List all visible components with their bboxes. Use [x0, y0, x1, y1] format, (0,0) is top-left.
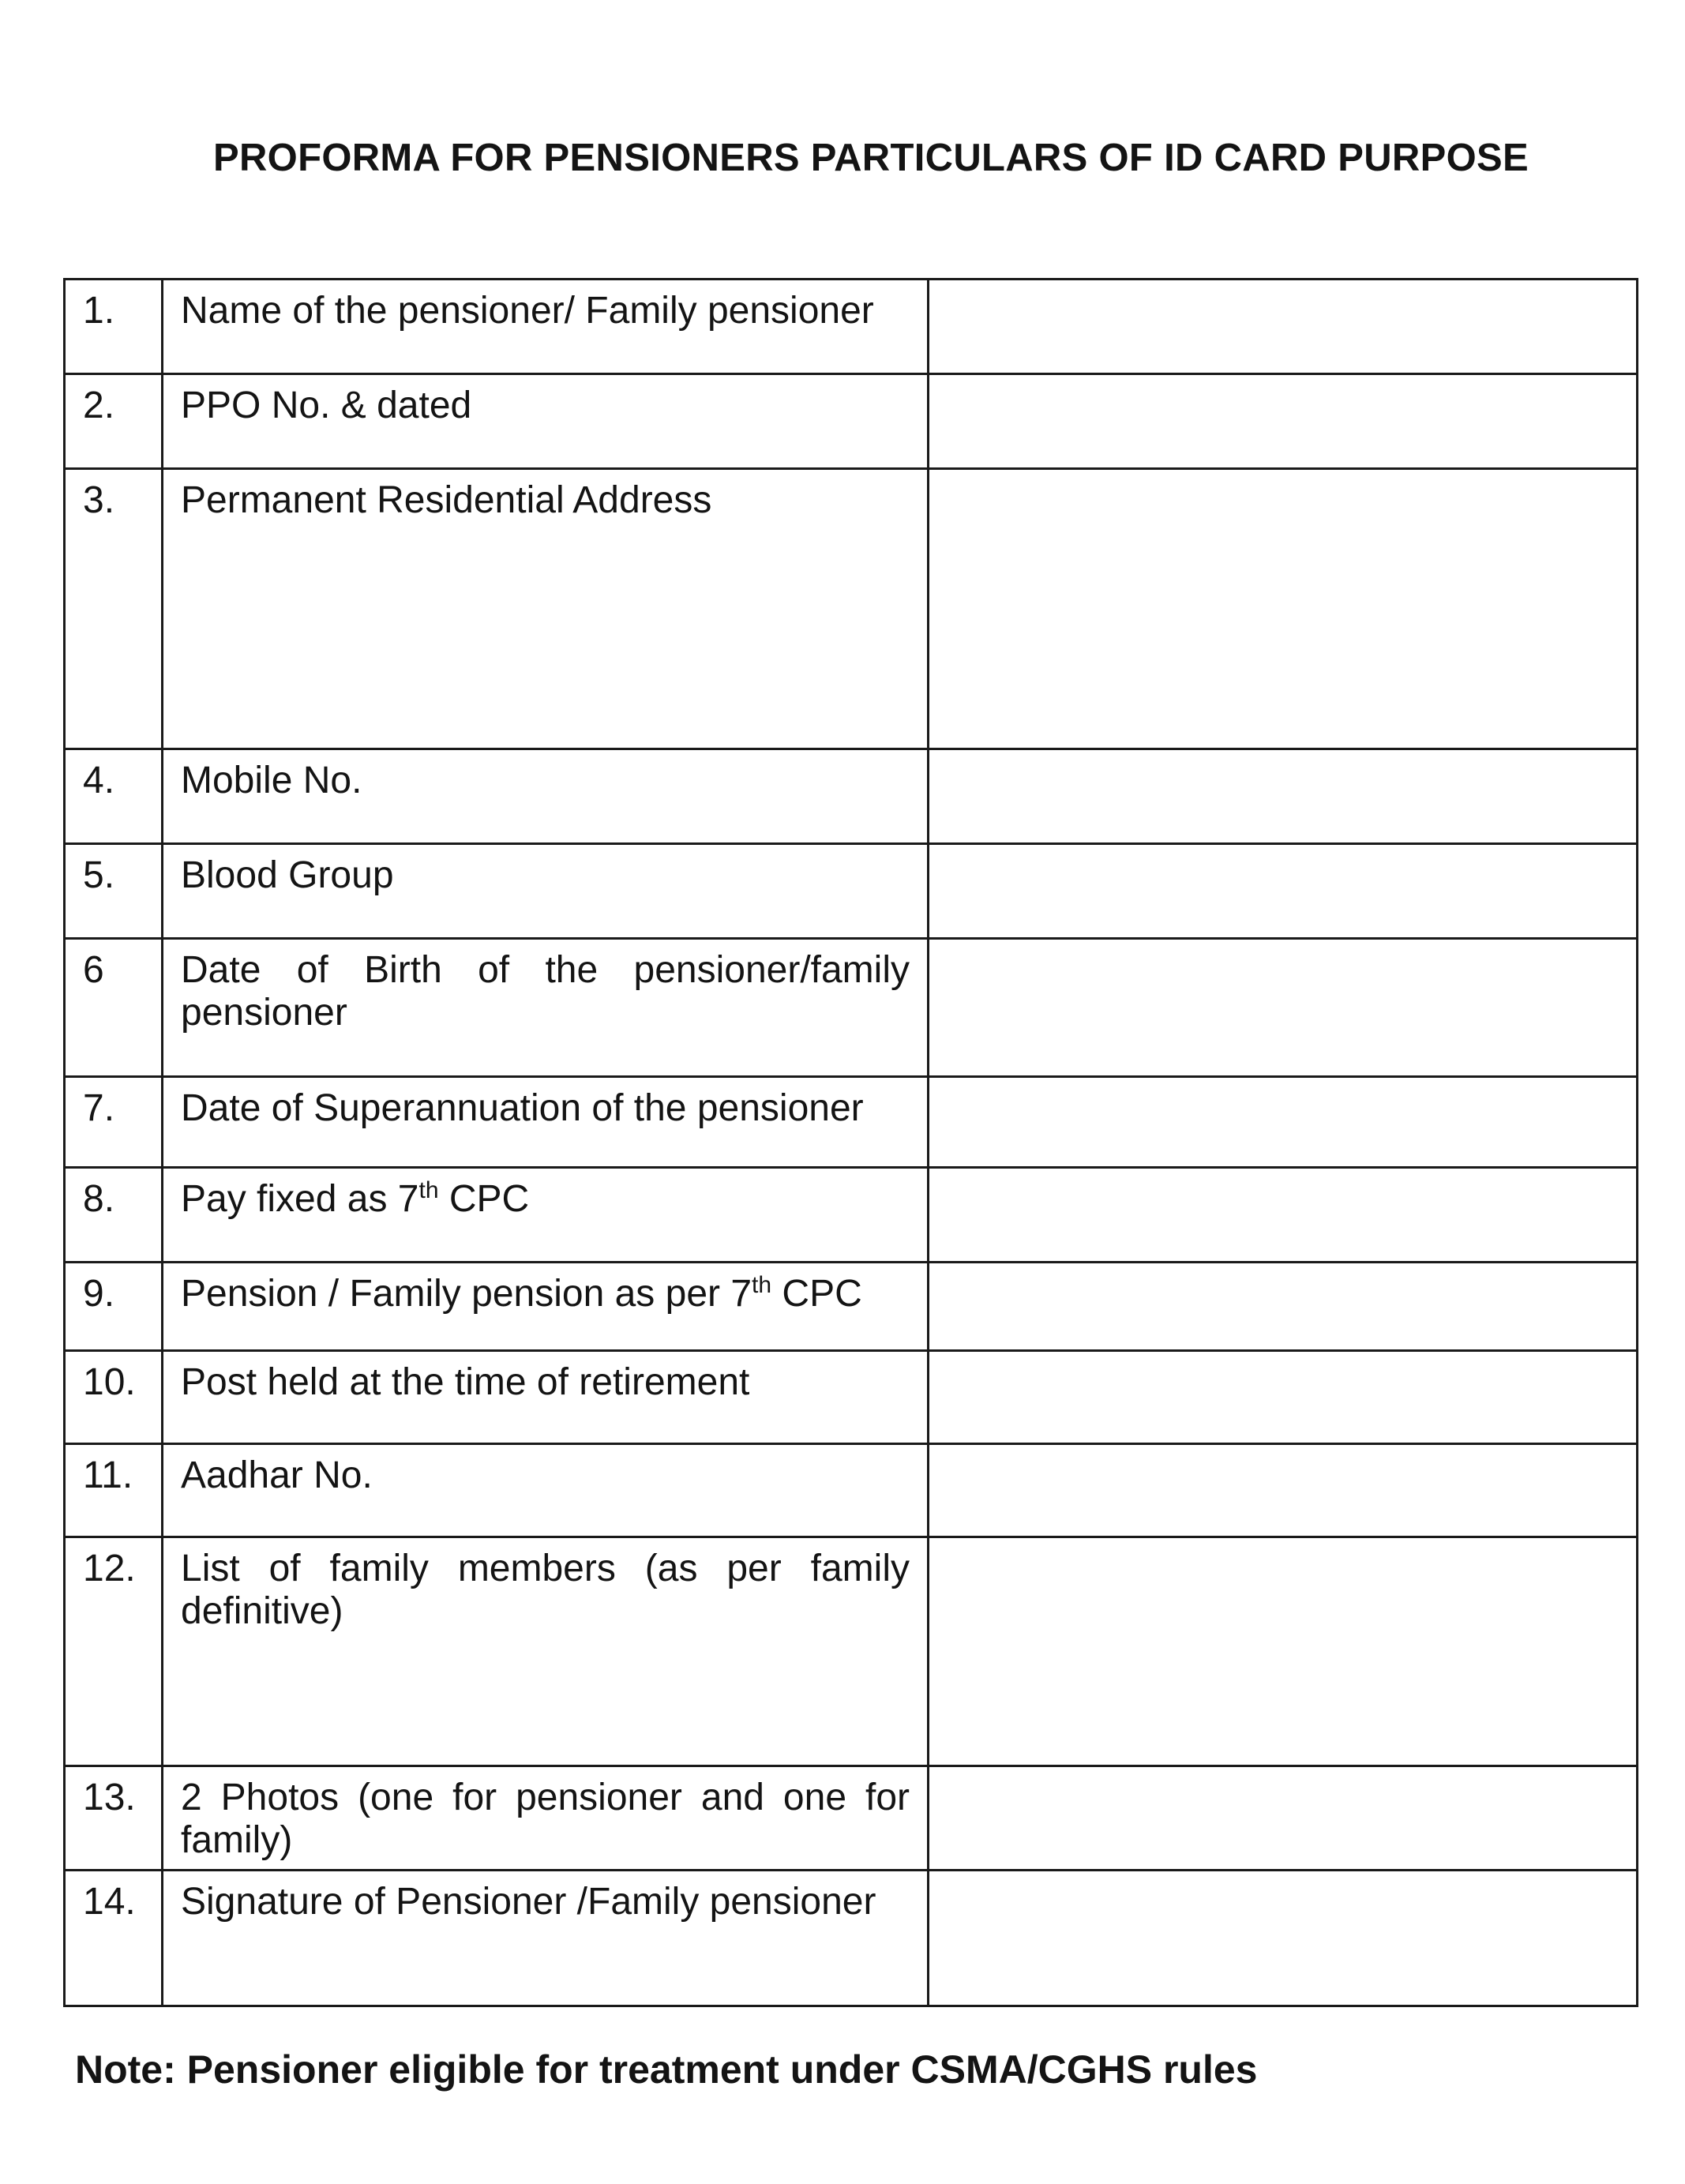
field-value-pensioner-name[interactable]: [929, 280, 1638, 374]
table-row: [65, 1263, 1638, 1351]
table-row: [65, 1537, 1638, 1766]
table-row: [65, 280, 1638, 374]
label-text: CPC: [438, 1178, 530, 1220]
field-value-signature[interactable]: [929, 1871, 1638, 2006]
label-text: CPC: [771, 1273, 862, 1315]
row-number: 11.: [65, 1444, 163, 1537]
table-row: [65, 469, 1638, 749]
row-number: 10.: [65, 1351, 163, 1444]
particulars-table: [63, 278, 1638, 2007]
row-number: 13.: [65, 1766, 163, 1871]
table-row: [65, 1168, 1638, 1263]
field-label-pensioner-name: Name of the pensioner/ Family pensioner: [163, 280, 929, 374]
field-label-post-held: Post held at the time of retirement: [163, 1351, 929, 1444]
label-superscript: th: [418, 1177, 439, 1203]
field-value-aadhar[interactable]: [929, 1444, 1638, 1537]
table-row: [65, 1077, 1638, 1168]
field-value-photos[interactable]: [929, 1766, 1638, 1871]
field-label-pension: [163, 1263, 929, 1351]
field-label-date-of-birth: Date of Birth of the pensioner/family pensioner: [163, 939, 929, 1077]
table-row: [65, 844, 1638, 939]
label-text: Pay fixed as 7: [181, 1178, 419, 1220]
field-value-post-held[interactable]: [929, 1351, 1638, 1444]
table-row: [65, 1444, 1638, 1537]
field-value-family-members[interactable]: [929, 1537, 1638, 1766]
row-number: 5.: [65, 844, 163, 939]
field-label-pay-fixed: [163, 1168, 929, 1263]
field-value-ppo-no[interactable]: [929, 374, 1638, 469]
field-label-blood-group: Blood Group: [163, 844, 929, 939]
field-label-mobile: Mobile No.: [163, 749, 929, 844]
row-number: 1.: [65, 280, 163, 374]
field-label-address: Permanent Residential Address: [163, 469, 929, 749]
label-text: Pension / Family pension as per 7: [181, 1273, 752, 1315]
row-number: 3.: [65, 469, 163, 749]
row-number: 4.: [65, 749, 163, 844]
field-value-blood-group[interactable]: [929, 844, 1638, 939]
table-row: [65, 939, 1638, 1077]
field-label-ppo-no: PPO No. & dated: [163, 374, 929, 469]
field-value-pay-fixed[interactable]: [929, 1168, 1638, 1263]
field-value-superannuation[interactable]: [929, 1077, 1638, 1168]
row-number: 8.: [65, 1168, 163, 1263]
eligibility-note: Note: Pensioner eligible for treatment under CSMA/CGHS rules: [75, 2047, 1258, 2092]
table-row: [65, 1351, 1638, 1444]
field-label-superannuation: Date of Superannuation of the pensioner: [163, 1077, 929, 1168]
field-label-signature: Signature of Pensioner /Family pensioner: [163, 1871, 929, 2006]
row-number: 14.: [65, 1871, 163, 2006]
field-value-pension[interactable]: [929, 1263, 1638, 1351]
row-number: 12.: [65, 1537, 163, 1766]
table-row: [65, 1871, 1638, 2006]
field-value-date-of-birth[interactable]: [929, 939, 1638, 1077]
field-label-aadhar: Aadhar No.: [163, 1444, 929, 1537]
table-row: [65, 749, 1638, 844]
field-value-address[interactable]: [929, 469, 1638, 749]
row-number: 2.: [65, 374, 163, 469]
table-row: [65, 374, 1638, 469]
row-number: 7.: [65, 1077, 163, 1168]
field-label-photos: 2 Photos (one for pensioner and one for family): [163, 1766, 929, 1871]
table-row: [65, 1766, 1638, 1871]
label-superscript: th: [752, 1272, 772, 1298]
row-number: 6: [65, 939, 163, 1077]
row-number: 9.: [65, 1263, 163, 1351]
page-title: PROFORMA FOR PENSIONERS PARTICULARS OF ID CARD PURPOSE: [213, 137, 1529, 179]
field-label-family-members: List of family members (as per family definitive): [163, 1537, 929, 1766]
field-value-mobile[interactable]: [929, 749, 1638, 844]
